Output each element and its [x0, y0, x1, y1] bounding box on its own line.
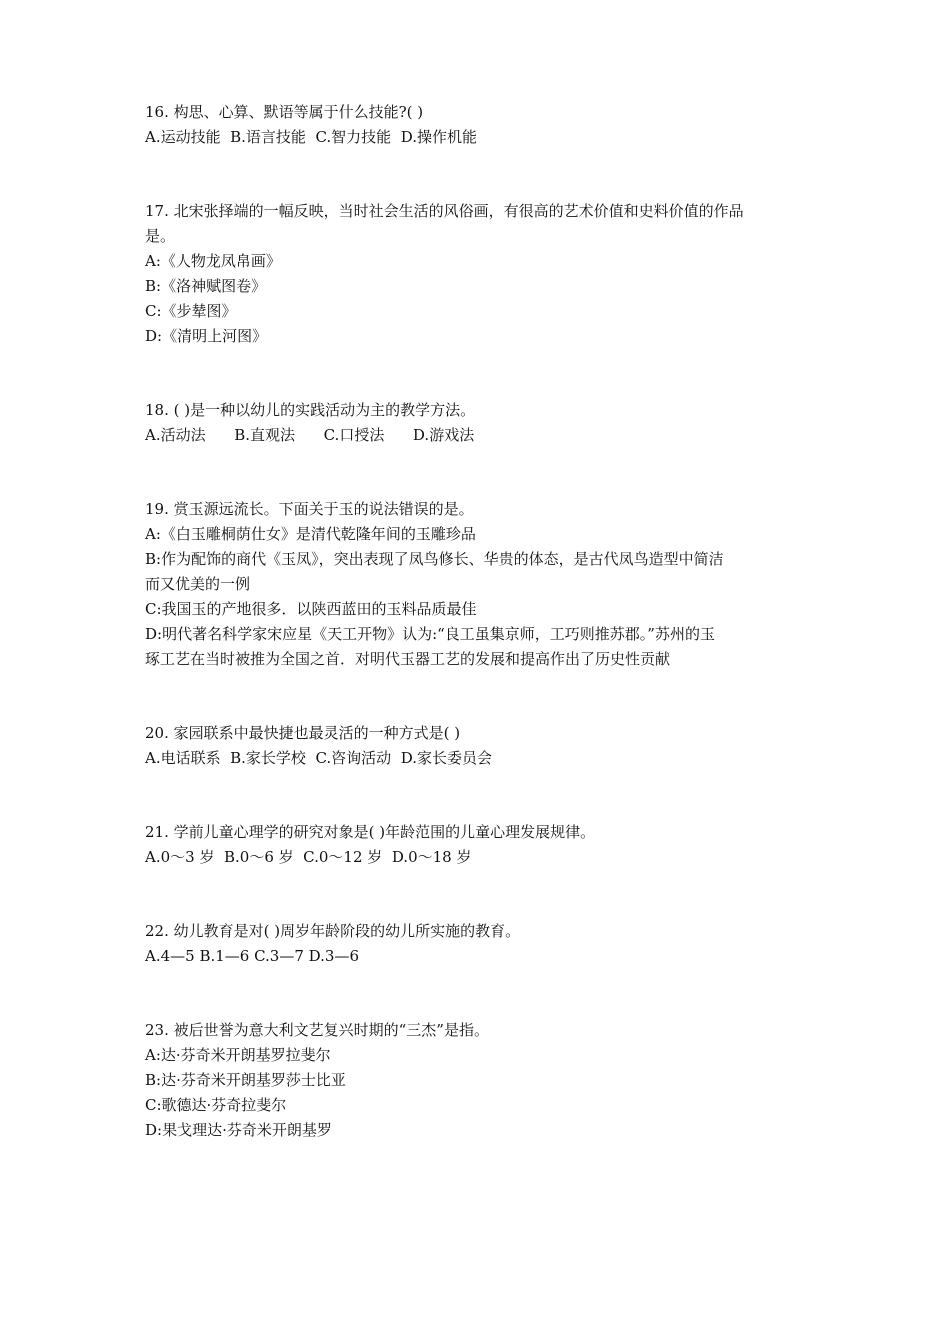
question-17 [145, 199, 825, 349]
option-b: B:《洛神赋图卷》 [145, 277, 267, 295]
option-b: B:达·芬奇米开朗基罗莎士比亚 [145, 1071, 346, 1089]
question-stem: 18. ( )是一种以幼儿的实践活动为主的教学方法。 [145, 401, 476, 419]
option-d: D:《清明上河图》 [145, 327, 268, 345]
option-a: A:《人物龙凤帛画》 [145, 252, 281, 270]
question-20 [145, 721, 825, 771]
question-stem: 23. 被后世誉为意大利文艺复兴时期的“三杰”是指。 [145, 1021, 489, 1039]
question-stem: 22. 幼儿教育是对( )周岁年龄阶段的幼儿所实施的教育。 [145, 922, 521, 940]
question-options: A.电话联系 B.家长学校 C.咨询活动 D.家长委员会 [145, 749, 492, 767]
question-stem: 16. 构思、心算、默语等属于什么技能?( ) [145, 103, 424, 121]
option-b: B:作为配饰的商代《玉凤》，突出表现了凤鸟修长、华贵的体态，是古代凤鸟造型中简洁 [145, 550, 724, 568]
question-23 [145, 1018, 825, 1143]
question-19 [145, 497, 825, 672]
option-a: A:达·芬奇米开朗基罗拉斐尔 [145, 1046, 331, 1064]
option-c: C:《步辇图》 [145, 302, 237, 320]
question-16 [145, 100, 825, 150]
option-d: D:明代著名科学家宋应星《天工开物》认为:“良工虽集京师，工巧则推苏郡。”苏州的玉 [145, 625, 715, 643]
option-c: C:我国玉的产地很多．以陕西蓝田的玉料品质最佳 [145, 600, 477, 618]
question-18 [145, 398, 825, 448]
question-stem: 17. 北宋张择端的一幅反映，当时社会生活的风俗画，有很高的艺术价值和史料价值的作品 [145, 202, 744, 220]
option-d-continued: 琢工艺在当时被推为全国之首．对明代玉器工艺的发展和提高作出了历史性贡献 [145, 650, 671, 668]
question-options: A.活动法 B.直观法 C.口授法 D.游戏法 [145, 426, 475, 444]
option-a: A:《白玉雕桐荫仕女》是清代乾隆年间的玉雕珍品 [145, 525, 476, 543]
option-d: D:果戈理达·芬奇米开朗基罗 [145, 1121, 332, 1139]
question-stem: 20. 家园联系中最快捷也最灵活的一种方式是( ) [145, 724, 461, 742]
document-page [145, 100, 825, 1143]
question-stem: 19. 赏玉源远流长。下面关于玉的说法错误的是。 [145, 500, 474, 518]
question-options: A.运动技能 B.语言技能 C.智力技能 D.操作机能 [145, 128, 477, 146]
question-21 [145, 820, 825, 870]
question-options: A.0～3 岁 B.0～6 岁 C.0～12 岁 D.0～18 岁 [145, 848, 472, 866]
question-stem-continued: 是。 [145, 227, 176, 245]
question-stem: 21. 学前儿童心理学的研究对象是( )年龄范围的儿童心理发展规律。 [145, 823, 596, 841]
option-c: C:歌德达·芬奇拉斐尔 [145, 1096, 287, 1114]
question-22 [145, 919, 825, 969]
question-options: A.4—5 B.1—6 C.3—7 D.3—6 [145, 947, 360, 965]
option-b-continued: 而又优美的一例 [145, 575, 251, 593]
